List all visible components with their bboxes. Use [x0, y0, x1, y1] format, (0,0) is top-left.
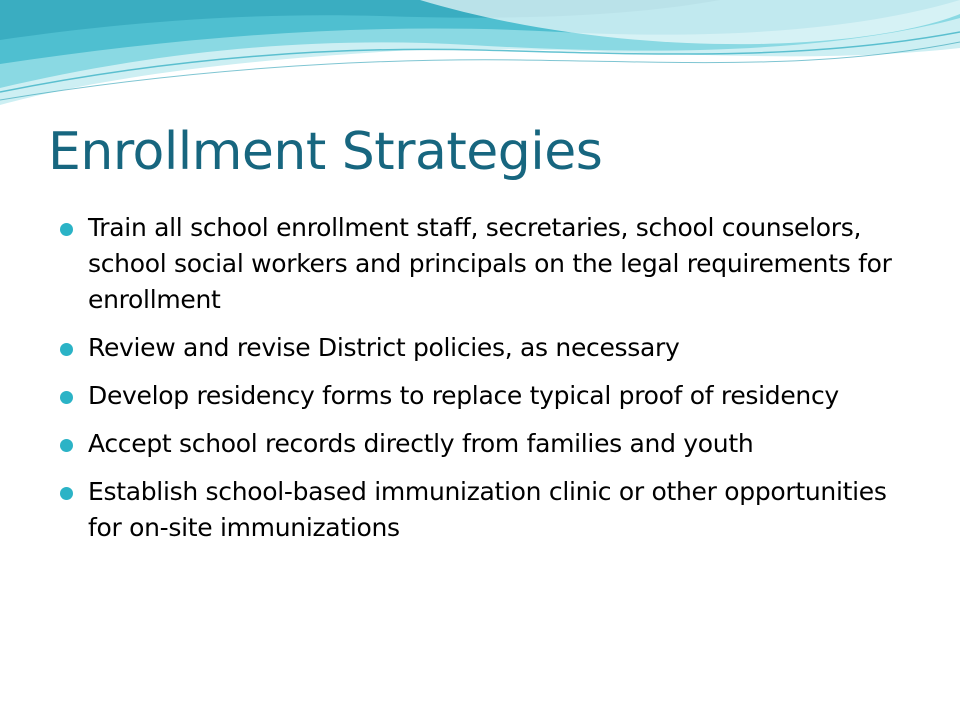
bullet-text: Develop residency forms to replace typical proof of residency — [88, 381, 839, 410]
bullet-item — [58, 426, 898, 462]
bullet-text: Establish school-based immunization clinic or other opportunities for on-site immunizations — [88, 477, 887, 542]
bullet-text: Train all school enrollment staff, secretaries, school counselors, school social workers and principals on the legal requirements for enrollment — [88, 213, 892, 314]
bullet-item — [58, 330, 898, 366]
bullet-dot-icon — [60, 391, 73, 404]
bullet-dot-icon — [60, 487, 73, 500]
bullet-item — [58, 210, 898, 318]
bullet-list — [58, 210, 898, 558]
bullet-item — [58, 378, 898, 414]
bullet-item — [58, 474, 898, 546]
header-wave-decoration — [0, 0, 960, 120]
slide-title: Enrollment Strategies — [48, 122, 603, 182]
bullet-text: Review and revise District policies, as necessary — [88, 333, 680, 362]
bullet-dot-icon — [60, 223, 73, 236]
bullet-dot-icon — [60, 343, 73, 356]
bullet-text: Accept school records directly from families and youth — [88, 429, 754, 458]
bullet-dot-icon — [60, 439, 73, 452]
